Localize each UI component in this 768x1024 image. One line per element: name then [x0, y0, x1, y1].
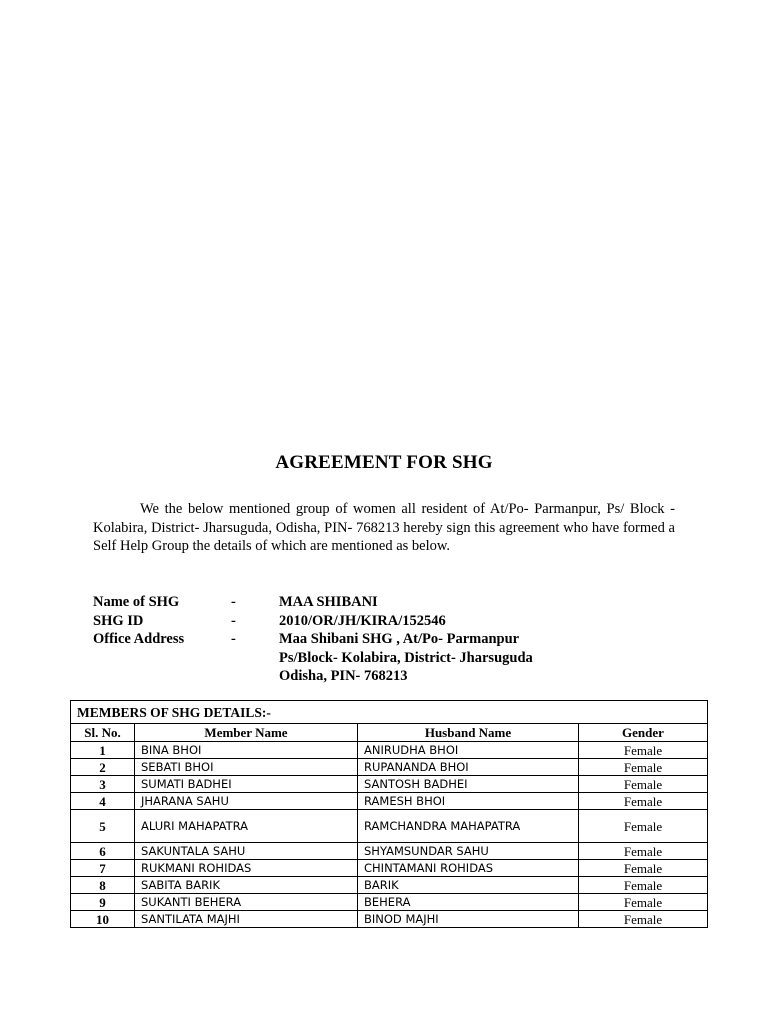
- cell-husband-name: SHYAMSUNDAR SAHU: [358, 843, 579, 860]
- table-caption: MEMBERS OF SHG DETAILS:-: [71, 701, 708, 724]
- cell-member-name: SAKUNTALA SAHU: [135, 843, 358, 860]
- address-line-text: Odisha, PIN- 768213: [279, 668, 408, 684]
- detail-label: SHG ID: [93, 612, 144, 629]
- table-row: [71, 877, 708, 894]
- table-row: [71, 911, 708, 928]
- cell-sl-no: 3: [71, 776, 135, 793]
- header-husband-name: Husband Name: [358, 724, 579, 742]
- cell-husband-name: BARIK: [358, 877, 579, 894]
- cell-gender: Female: [579, 843, 708, 860]
- cell-sl-no: 2: [71, 759, 135, 776]
- cell-sl-no: 1: [71, 742, 135, 759]
- table-header-row: [71, 724, 708, 742]
- cell-sl-no: 6: [71, 843, 135, 860]
- cell-sl-no: 8: [71, 877, 135, 894]
- cell-gender: Female: [579, 911, 708, 928]
- cell-husband-name: BEHERA: [358, 894, 579, 911]
- cell-husband-name: RUPANANDA BHOI: [358, 759, 579, 776]
- header-member-name: Member Name: [135, 724, 358, 742]
- cell-sl-no: 4: [71, 793, 135, 810]
- cell-member-name: RUKMANI ROHIDAS: [135, 860, 358, 877]
- cell-sl-no: 5: [71, 810, 135, 843]
- cell-husband-name: SANTOSH BADHEI: [358, 776, 579, 793]
- table-row: [71, 860, 708, 877]
- cell-gender: Female: [579, 776, 708, 793]
- detail-separator: -: [231, 631, 236, 647]
- detail-label: Name of SHG: [93, 594, 180, 610]
- detail-separator: -: [231, 594, 236, 610]
- cell-husband-name: RAMCHANDRA MAHAPATRA: [358, 810, 579, 843]
- header-sl-no: Sl. No.: [71, 724, 135, 742]
- members-table: [70, 700, 708, 928]
- cell-gender: Female: [579, 793, 708, 810]
- table-row: [71, 759, 708, 776]
- cell-member-name: SEBATI BHOI: [135, 759, 358, 776]
- cell-member-name: ALURI MAHAPATRA: [135, 810, 358, 843]
- detail-value: MAA SHIBANI: [279, 594, 378, 610]
- detail-separator: -: [231, 612, 236, 629]
- cell-husband-name: BINOD MAJHI: [358, 911, 579, 928]
- cell-gender: Female: [579, 759, 708, 776]
- detail-value: Maa Shibani SHG , At/Po- Parmanpur: [279, 631, 520, 647]
- cell-member-name: SUKANTI BEHERA: [135, 894, 358, 911]
- detail-label: Office Address: [93, 631, 185, 647]
- table-row: [71, 793, 708, 810]
- detail-value: 2010/OR/JH/KIRA/152546: [279, 612, 446, 629]
- cell-member-name: BINA BHOI: [135, 742, 358, 759]
- cell-member-name: SANTILATA MAJHI: [135, 911, 358, 928]
- table-caption-row: [71, 701, 708, 724]
- header-gender: Gender: [579, 724, 708, 742]
- cell-gender: Female: [579, 894, 708, 911]
- cell-husband-name: CHINTAMANI ROHIDAS: [358, 860, 579, 877]
- cell-member-name: SABITA BARIK: [135, 877, 358, 894]
- cell-gender: Female: [579, 877, 708, 894]
- table-row: [71, 810, 708, 843]
- cell-sl-no: 10: [71, 911, 135, 928]
- document-title: AGREEMENT FOR SHG: [275, 452, 493, 473]
- table-row: [71, 894, 708, 911]
- cell-husband-name: RAMESH BHOI: [358, 793, 579, 810]
- cell-gender: Female: [579, 742, 708, 759]
- cell-gender: Female: [579, 860, 708, 877]
- intro-paragraph: We the below mentioned group of women all resident of At/Po- Parmanpur, Ps/ Block - Kolabira, District- Jharsuguda, Odisha, PIN- 768213 hereby sign this agreement who have formed a Self Help Group the details of which are mentioned as below.: [93, 501, 675, 554]
- cell-husband-name: ANIRUDHA BHOI: [358, 742, 579, 759]
- cell-sl-no: 7: [71, 860, 135, 877]
- table-row: [71, 776, 708, 793]
- address-line-text: Ps/Block- Kolabira, District- Jharsuguda: [279, 649, 533, 666]
- table-row: [71, 843, 708, 860]
- table-row: [71, 742, 708, 759]
- cell-member-name: JHARANA SAHU: [135, 793, 358, 810]
- cell-gender: Female: [579, 810, 708, 843]
- cell-sl-no: 9: [71, 894, 135, 911]
- cell-member-name: SUMATI BADHEI: [135, 776, 358, 793]
